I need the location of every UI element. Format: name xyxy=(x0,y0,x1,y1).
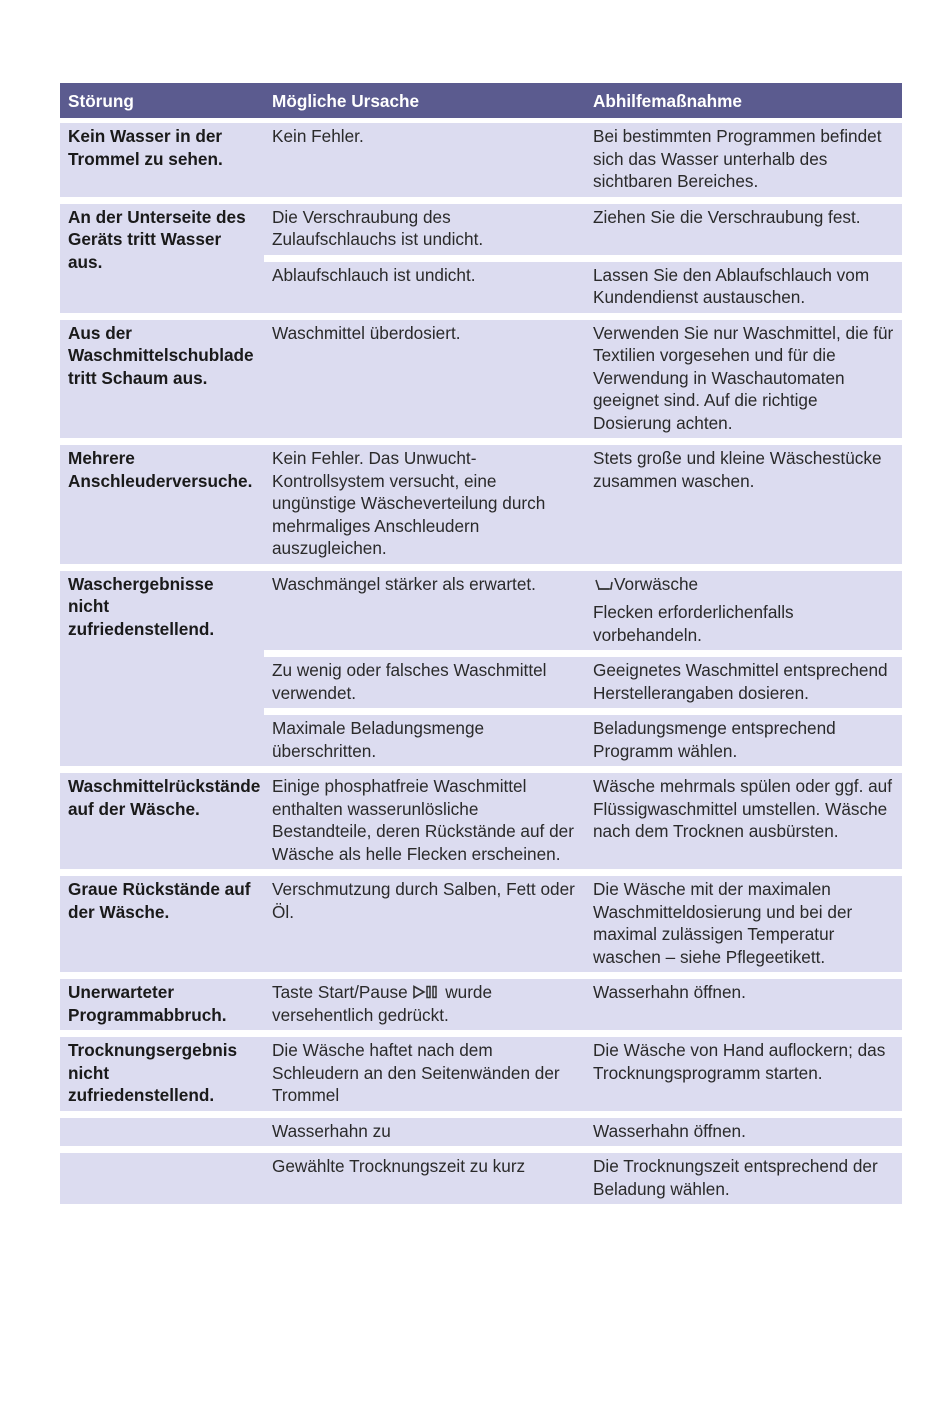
table-row xyxy=(60,571,902,658)
problem-cell: Unerwarteter Programmabbruch. xyxy=(60,979,264,1037)
cause-cell: Waschmittel überdosiert. xyxy=(264,320,585,446)
cause-cell: Gewählte Trocknungszeit zu kurz xyxy=(264,1153,585,1204)
prewash-icon xyxy=(593,577,613,591)
remedy-cell: Lassen Sie den Ablaufschlauch vom Kundendienst austauschen. xyxy=(585,262,902,320)
problem-cell: Waschmittelrückstände auf der Wäsche. xyxy=(60,773,264,876)
remedy-cell: Die Trocknungszeit entsprechend der Beladung wählen. xyxy=(585,1153,902,1204)
header-problem: Störung xyxy=(60,83,264,123)
table-row xyxy=(60,876,902,979)
table-row xyxy=(60,1037,902,1118)
remedy-cell: Verwenden Sie nur Waschmittel, die für Textilien vorgesehen und für die Verwendung in Waschautomaten geeignet sind. Auf die richtige Dosierung achten. xyxy=(585,320,902,446)
cause-cell: Kein Fehler. Das Unwucht-Kontrollsystem versucht, eine ungünstige Wäscheverteilung durch mehrmaliges Anschleudern auszugleichen. xyxy=(264,445,585,571)
cause-cell: Ablaufschlauch ist undicht. xyxy=(264,262,585,320)
header-remedy: Abhilfemaßnahme xyxy=(585,83,902,123)
problem-cell: Aus der Waschmittelschublade tritt Schaum aus. xyxy=(60,320,264,446)
cause-cell: Wasserhahn zu xyxy=(264,1118,585,1154)
cause-cell: Die Verschraubung des Zulaufschlauchs ist undicht. xyxy=(264,204,585,262)
remedy-cell: Die Wäsche von Hand auflockern; das Trocknungsprogramm starten. xyxy=(585,1037,902,1118)
cause-text: wurde versehentlich gedrückt. xyxy=(272,982,493,1025)
cause-cell: Verschmutzung durch Salben, Fett oder Öl. xyxy=(264,876,585,979)
remedy-cell: Stets große und kleine Wäschestücke zusammen waschen. xyxy=(585,445,902,571)
table-row xyxy=(60,979,902,1037)
cause-cell: Kein Fehler. xyxy=(264,123,585,204)
header-row xyxy=(60,83,902,123)
cause-cell: Die Wäsche haftet nach dem Schleudern an den Seitenwänden der Trommel xyxy=(264,1037,585,1118)
problem-cell: Mehrere Anschleuderversuche. xyxy=(60,445,264,571)
prewash-label: Vorwäsche xyxy=(614,573,699,594)
remedy-cell: Ziehen Sie die Verschraubung fest. xyxy=(585,204,902,262)
problem-cell: Trocknungsergebnis nicht zufriedenstellend. xyxy=(60,1037,264,1118)
problem-cell xyxy=(60,1153,264,1204)
table-row xyxy=(60,1118,902,1154)
table-row xyxy=(60,445,902,571)
remedy-text: Flecken erforderlichenfalls vorbehandeln. xyxy=(593,602,794,645)
cause-cell: Zu wenig oder falsches Waschmittel verwendet. xyxy=(264,657,585,715)
remedy-cell: Wäsche mehrmals spülen oder ggf. auf Flüssigwaschmittel umstellen. Wäsche nach dem Trocknen ausbürsten. xyxy=(585,773,902,876)
cause-cell: Einige phosphatfreie Waschmittel enthalten wasserunlösliche Bestandteile, deren Rückstände auf der Wäsche als helle Flecken erscheinen. xyxy=(264,773,585,876)
remedy-cell: Wasserhahn öffnen. xyxy=(585,979,902,1037)
remedy-cell: Die Wäsche mit der maximalen Waschmitteldosierung und bei der maximal zulässigen Temperatur waschen – siehe Pflegeetikett. xyxy=(585,876,902,979)
problem-cell xyxy=(60,1118,264,1154)
problem-cell: Graue Rückstände auf der Wäsche. xyxy=(60,876,264,979)
problem-cell: Kein Wasser in der Trommel zu sehen. xyxy=(60,123,264,204)
cause-cell: Waschmängel stärker als erwartet. xyxy=(264,571,585,658)
header-cause: Mögliche Ursache xyxy=(264,83,585,123)
troubleshooting-table xyxy=(60,83,902,1204)
cause-cell xyxy=(264,979,585,1037)
cause-cell: Maximale Beladungsmenge überschritten. xyxy=(264,715,585,773)
problem-cell: An der Unterseite des Geräts tritt Wasser aus. xyxy=(60,204,264,320)
remedy-cell xyxy=(585,571,902,658)
table-row xyxy=(60,1153,902,1204)
remedy-cell: Geeignetes Waschmittel entsprechend Herstellerangaben dosieren. xyxy=(585,657,902,715)
table-row xyxy=(60,204,902,262)
start-pause-icon xyxy=(412,985,440,999)
table-row xyxy=(60,123,902,204)
remedy-cell: Bei bestimmten Programmen befindet sich das Wasser unterhalb des sichtbaren Bereiches. xyxy=(585,123,902,204)
problem-cell: Waschergebnisse nicht zufriedenstellend. xyxy=(60,571,264,774)
table-row xyxy=(60,320,902,446)
prewash-line xyxy=(593,574,698,594)
remedy-cell: Wasserhahn öffnen. xyxy=(585,1118,902,1154)
cause-prefix: Taste Start/Pause xyxy=(272,982,408,1002)
table-row xyxy=(60,773,902,876)
remedy-cell: Beladungsmenge entsprechend Programm wählen. xyxy=(585,715,902,773)
